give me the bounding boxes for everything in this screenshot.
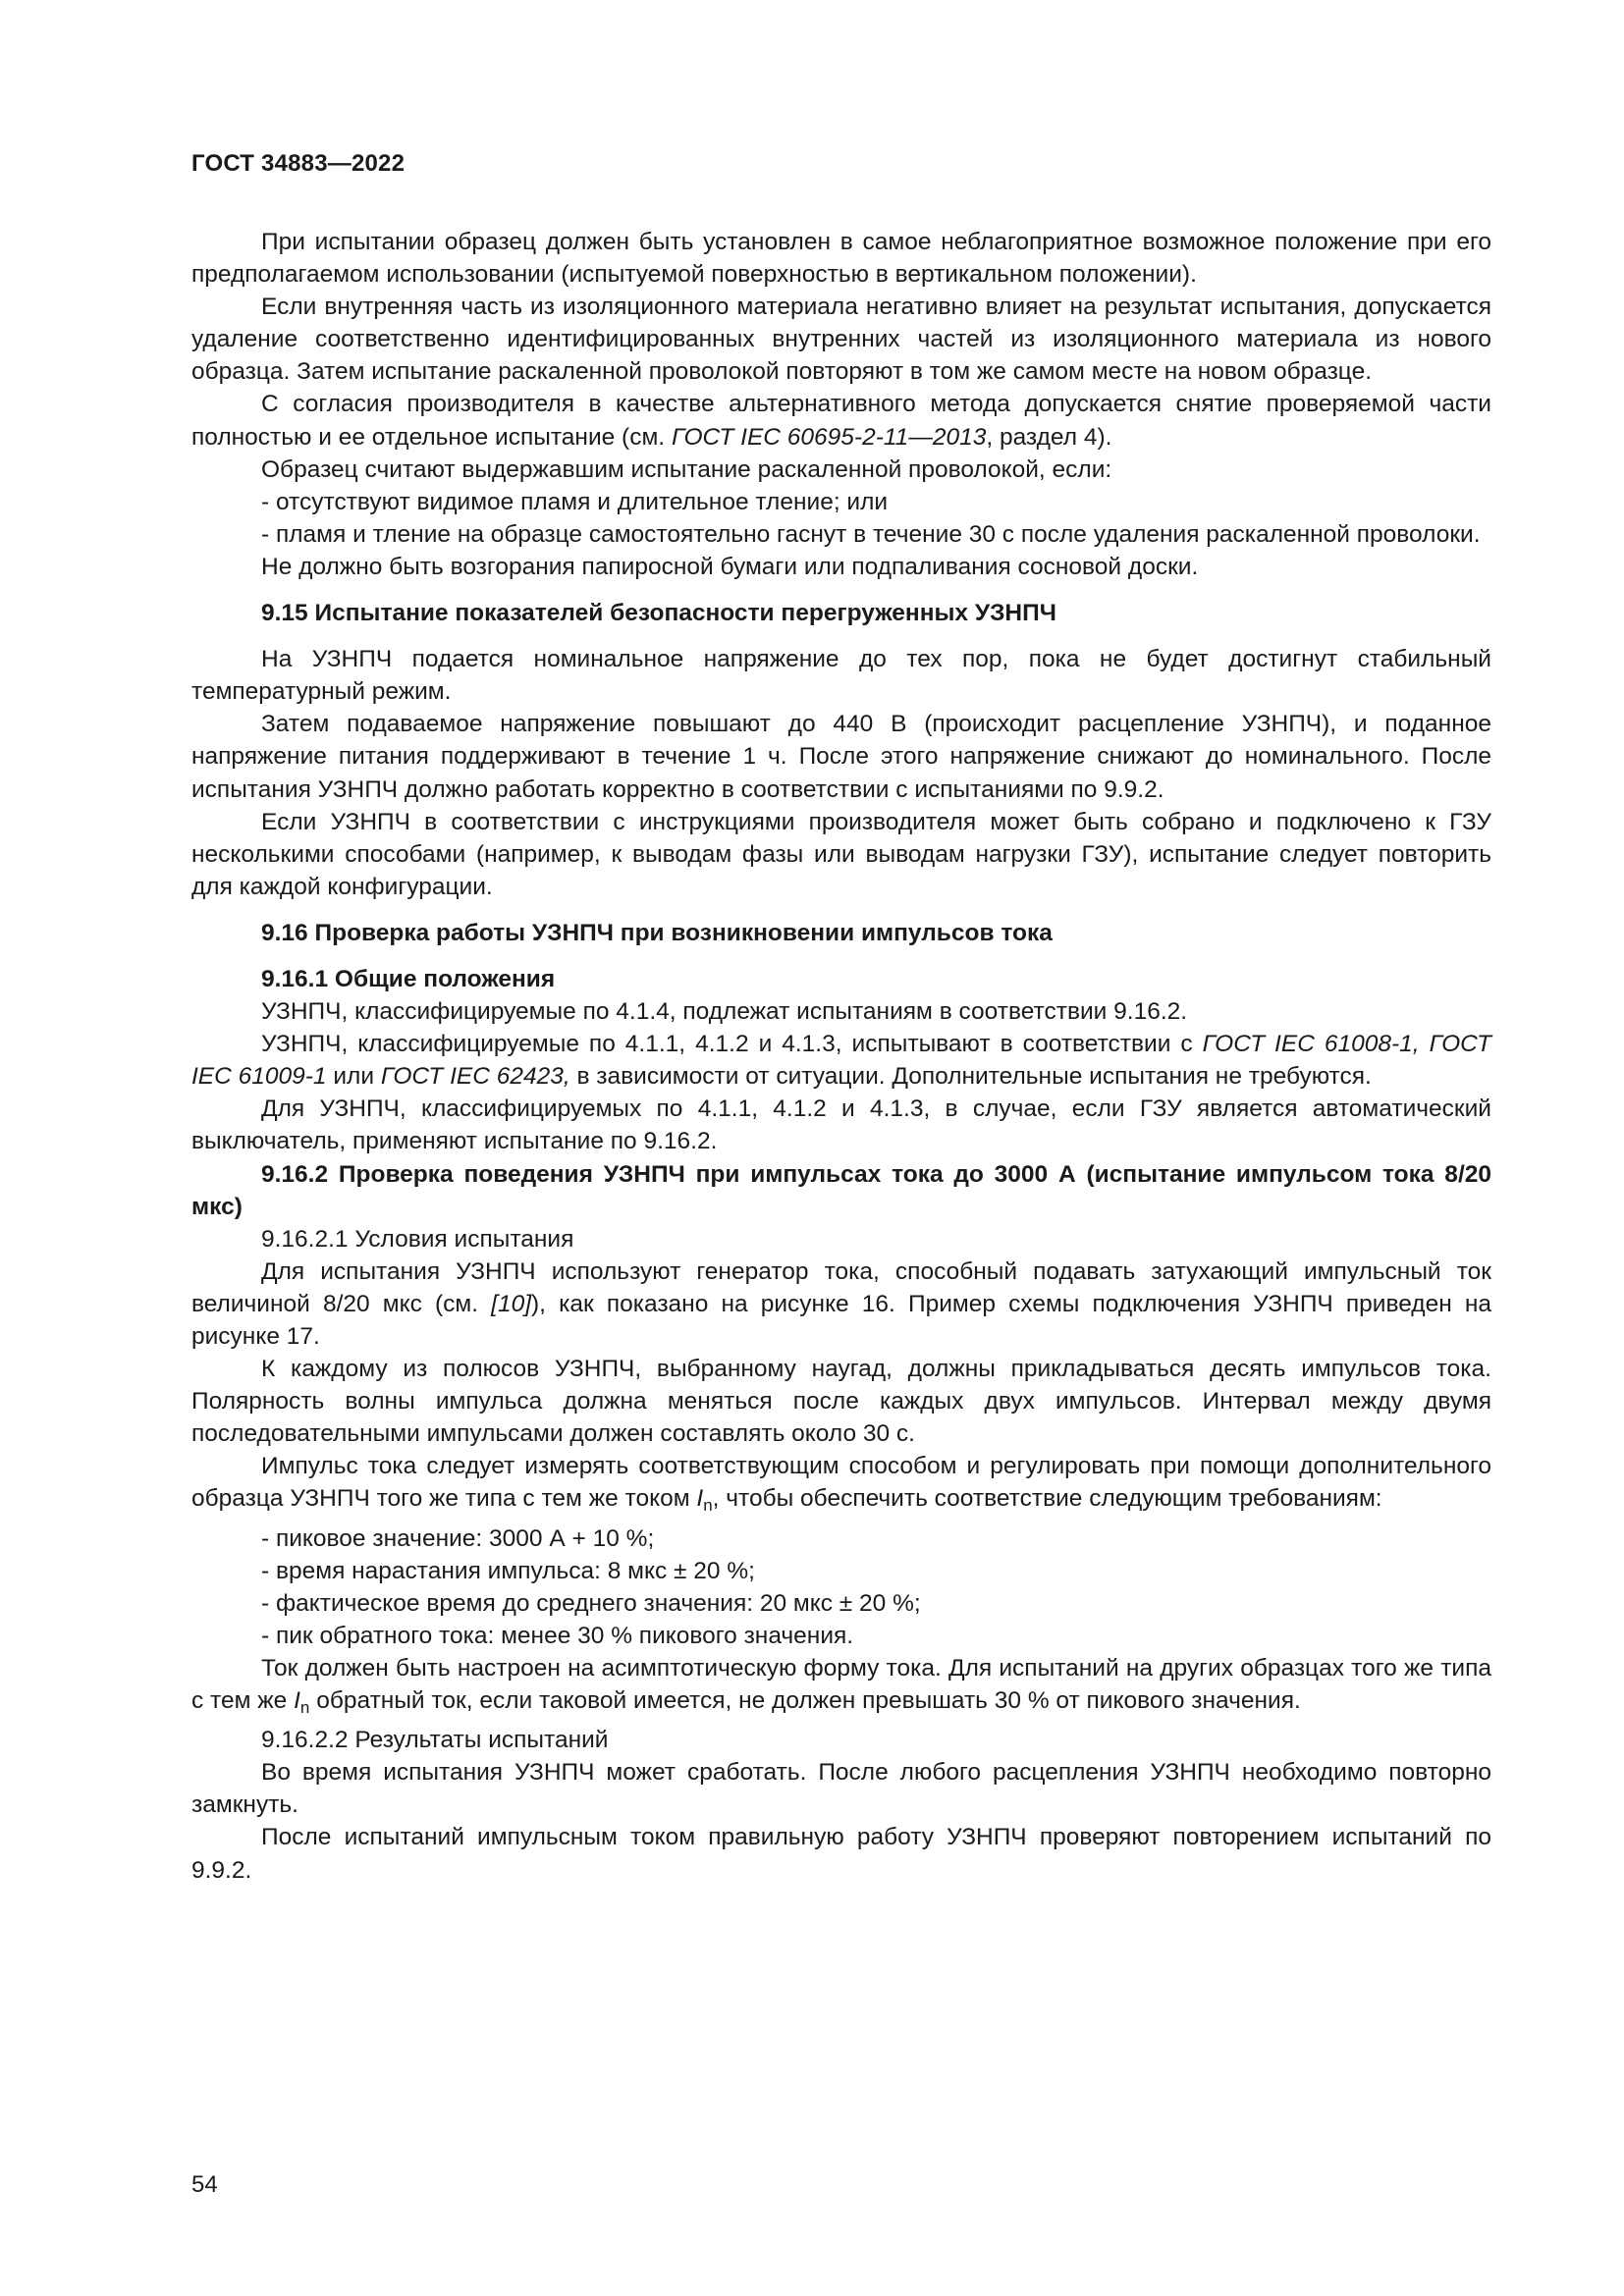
list-item: - фактическое время до среднего значения: 20 мкс ± 20 %; bbox=[261, 1589, 921, 1617]
bibliography-reference: [10] bbox=[491, 1290, 532, 1317]
document-body bbox=[191, 226, 1491, 1887]
paragraph: После испытаний импульсным током правильную работу УЗНПЧ проверяют повторением испытаний по 9.9.2. bbox=[191, 1824, 1491, 1884]
subsection-heading-9-16-2-2: 9.16.2.2 Результаты испытаний bbox=[261, 1727, 609, 1754]
subsection-heading-9-16-2: 9.16.2 Проверка поведения УЗНПЧ при импульсах тока до 3000 А (испытание импульсом тока 8/20 мкс) bbox=[191, 1160, 1491, 1220]
list-item: - пиковое значение: 3000 А + 10 %; bbox=[261, 1524, 655, 1552]
paragraph: Если УЗНПЧ в соответствии с инструкциями производителя может быть собрано и подключено к ГЗУ несколькими способами (например, к выводам фазы или выводам нагрузки ГЗУ), испытание следует повторить для каждой конфигурации. bbox=[191, 808, 1491, 900]
paragraph: Образец считают выдержавшим испытание раскаленной проволокой, если: bbox=[261, 455, 1112, 483]
page-number: 54 bbox=[191, 2171, 218, 2198]
symbol-current: I bbox=[294, 1687, 300, 1715]
paragraph: Затем подаваемое напряжение повышают до 440 В (происходит расцепление УЗНПЧ), и поданное напряжение питания поддерживают в течение 1 ч. После этого напряжение снижают до номинального. После испытания УЗНПЧ должно работать корректно в соответствии с испытаниями по 9.9.2. bbox=[191, 711, 1491, 803]
paragraph: Для испытания УЗНПЧ используют генератор тока, способный подавать затухающий импульсный ток величиной 8/20 мкс (см. [10]), как показано на рисунке 16. Пример схемы подключения УЗНПЧ приведен на рисунке 17. bbox=[191, 1257, 1491, 1350]
paragraph: Ток должен быть настроен на асимптотическую форму тока. Для испытаний на других образцах того же типа с тем же $I_n$ обратный ток, если таковой имеется, не должен превышать 30 % от пикового значения. bbox=[191, 1654, 1491, 1718]
subsection-heading-9-16-1: 9.16.1 Общие положения bbox=[261, 965, 556, 992]
symbol-subscript: n bbox=[299, 1698, 310, 1718]
document-header: ГОСТ 34883—2022 bbox=[191, 150, 406, 177]
paragraph: Для УЗНПЧ, классифицируемых по 4.1.1, 4.1.2 и 4.1.3, в случае, если ГЗУ является автоматический выключатель, применяют испытание по 9.16.2. bbox=[191, 1095, 1491, 1155]
paragraph: Если внутренняя часть из изоляционного материала негативно влияет на результат испытания, допускается удаление соответственно идентифицированных внутренних частей из изоляционного материала из нового образца. Затем испытание раскаленной проволокой повторяют в том же самом месте на новом образце. bbox=[191, 294, 1491, 386]
list-item: - время нарастания импульса: 8 мкс ± 20 %; bbox=[261, 1557, 755, 1584]
paragraph: При испытании образец должен быть установлен в самое неблагоприятное возможное положение при его предполагаемом использовании (испытуемой поверхностью в вертикальном положении). bbox=[191, 229, 1491, 289]
paragraph: На УЗНПЧ подается номинальное напряжение до тех пор, пока не будет достигнут стабильный температурный режим. bbox=[191, 646, 1491, 706]
symbol-current: I bbox=[696, 1485, 704, 1513]
section-heading-9-16: 9.16 Проверка работы УЗНПЧ при возникновении импульсов тока bbox=[261, 919, 1053, 946]
section-heading-9-15: 9.15 Испытание показателей безопасности перегруженных УЗНПЧ bbox=[261, 600, 1056, 627]
standard-reference: ГОСТ IEC 61008-1, ГОСТ IEC 61009-1 bbox=[191, 1031, 1491, 1091]
paragraph: УЗНПЧ, классифицируемые по 4.1.1, 4.1.2 и 4.1.3, испытывают в соответствии с ГОСТ IEC 61008-1, ГОСТ IEC 61009-1 или ГОСТ IEC 62423, в зависимости от ситуации. Дополнительные испытания не требуются. bbox=[191, 1031, 1491, 1091]
standard-reference: ГОСТ IEC 60695-2-11—2013 bbox=[671, 423, 987, 451]
paragraph: С согласия производителя в качестве альтернативного метода допускается снятие проверяемой части полностью и ее отдельное испытание (см. ГОСТ IEC 60695-2-11—2013, раздел 4). bbox=[191, 391, 1491, 451]
list-item: - пламя и тление на образце самостоятельно гаснут в течение 30 с после удаления раскаленной проволоки. bbox=[261, 520, 1481, 548]
paragraph: К каждому из полюсов УЗНПЧ, выбранному наугад, должны прикладываться десять импульсов тока. Полярность волны импульса должна меняться после каждых двух импульсов. Интервал между двумя последовательными импульсами должен составлять около 30 с. bbox=[191, 1356, 1491, 1448]
paragraph: УЗНПЧ, классифицируемые по 4.1.4, подлежат испытаниям в соответствии 9.16.2. bbox=[261, 998, 1188, 1026]
list-item: - отсутствуют видимое пламя и длительное тление; или bbox=[261, 488, 889, 515]
paragraph: Во время испытания УЗНПЧ может сработать. После любого расцепления УЗНПЧ необходимо повторно замкнуть. bbox=[191, 1759, 1491, 1819]
paragraph: Импульс тока следует измерять соответствующим способом и регулировать при помощи дополнительного образца УЗНПЧ того же типа с тем же током $I_n$, чтобы обеспечить соответствие следующим требованиям: bbox=[191, 1453, 1491, 1516]
list-item: - пик обратного тока: менее 30 % пикового значения. bbox=[261, 1622, 854, 1649]
standard-reference: ГОСТ IEC 62423, bbox=[380, 1063, 570, 1091]
symbol-subscript: n bbox=[703, 1496, 713, 1516]
subsection-heading-9-16-2-1: 9.16.2.1 Условия испытания bbox=[261, 1225, 574, 1253]
paragraph: Не должно быть возгорания папиросной бумаги или подпаливания сосновой доски. bbox=[261, 553, 1199, 580]
